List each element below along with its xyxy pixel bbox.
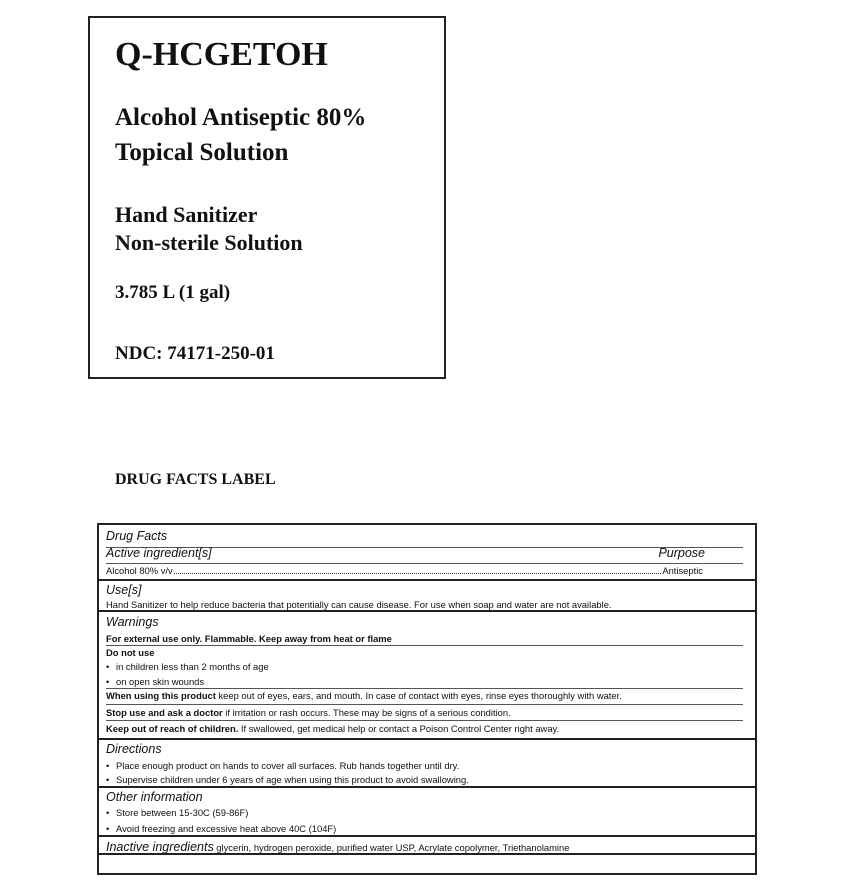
purpose-value: Antiseptic xyxy=(662,565,703,576)
uses-section xyxy=(99,581,755,612)
drug-facts-title: Drug Facts xyxy=(106,529,168,543)
active-ingredient-row xyxy=(106,565,703,576)
inactive-ingredients-line xyxy=(106,838,569,856)
purpose-header: Purpose xyxy=(658,546,705,560)
do-not-use-header: Do not use xyxy=(106,647,155,658)
product-line-1: Alcohol Antiseptic 80% xyxy=(115,104,367,131)
other-information-header: Other information xyxy=(106,790,203,804)
active-ingredient-value: Alcohol 80% v/v xyxy=(106,565,173,576)
other-information-section xyxy=(99,788,755,837)
other-information-item: • Avoid freezing and excessive heat above 40C (104F) xyxy=(106,823,337,834)
product-line-4: Non-sterile Solution xyxy=(115,230,303,255)
directions-section xyxy=(99,740,755,788)
divider xyxy=(106,704,743,705)
other-information-item: • Store between 15-30C (59-86F) xyxy=(106,807,249,818)
active-ingredient-section xyxy=(99,525,755,581)
divider xyxy=(106,645,743,646)
uses-text: Hand Sanitizer to help reduce bacteria that potentially can cause disease. For use when soap and water are not available. xyxy=(106,599,612,610)
drug-facts-label-title: DRUG FACTS LABEL xyxy=(115,471,276,488)
warnings-section xyxy=(99,612,755,740)
product-line-2: Topical Solution xyxy=(115,139,289,166)
do-not-use-item: • in children less than 2 months of age xyxy=(106,661,269,672)
divider xyxy=(106,720,743,721)
active-ingredient-header: Active ingredient[s] xyxy=(106,546,212,560)
divider xyxy=(106,688,743,689)
product-line-3: Hand Sanitizer xyxy=(115,202,258,227)
uses-header: Use[s] xyxy=(106,583,142,597)
stop-use-text: Stop use and ask a doctor if irritation or rash occurs. These may be signs of a serious condition. xyxy=(106,707,511,718)
brand-name: Q-HCGETOH xyxy=(115,36,328,73)
do-not-use-item: • on open skin wounds xyxy=(106,676,205,687)
principal-display-panel xyxy=(88,16,446,379)
warnings-header: Warnings xyxy=(106,615,159,629)
warning-external-use: For external use only. Flammable. Keep away from heat or flame xyxy=(106,633,392,644)
keep-out-text: Keep out of reach of children. If swallowed, get medical help or contact a Poison Control Center right away. xyxy=(106,723,560,734)
directions-item: • Place enough product on hands to cover all surfaces. Rub hands together until dry. xyxy=(106,760,460,771)
drug-facts-table xyxy=(97,523,757,875)
dot-leader xyxy=(174,573,662,574)
inactive-ingredients-text: glycerin, hydrogen peroxide, purified water USP, Acrylate copolymer, Triethanolamine xyxy=(213,842,570,853)
ndc-code: NDC: 74171-250-01 xyxy=(115,343,275,364)
inactive-ingredients-section xyxy=(99,837,755,855)
divider xyxy=(106,563,743,564)
directions-item: • Supervise children under 6 years of age when using this product to avoid swallowing. xyxy=(106,774,469,785)
when-using-text: When using this product keep out of eyes, ears, and mouth. In case of contact with eyes, rinse eyes thoroughly with water. xyxy=(106,690,622,701)
inactive-ingredients-header: Inactive ingredients xyxy=(106,840,214,854)
volume: 3.785 L (1 gal) xyxy=(115,282,231,303)
directions-header: Directions xyxy=(106,742,162,756)
